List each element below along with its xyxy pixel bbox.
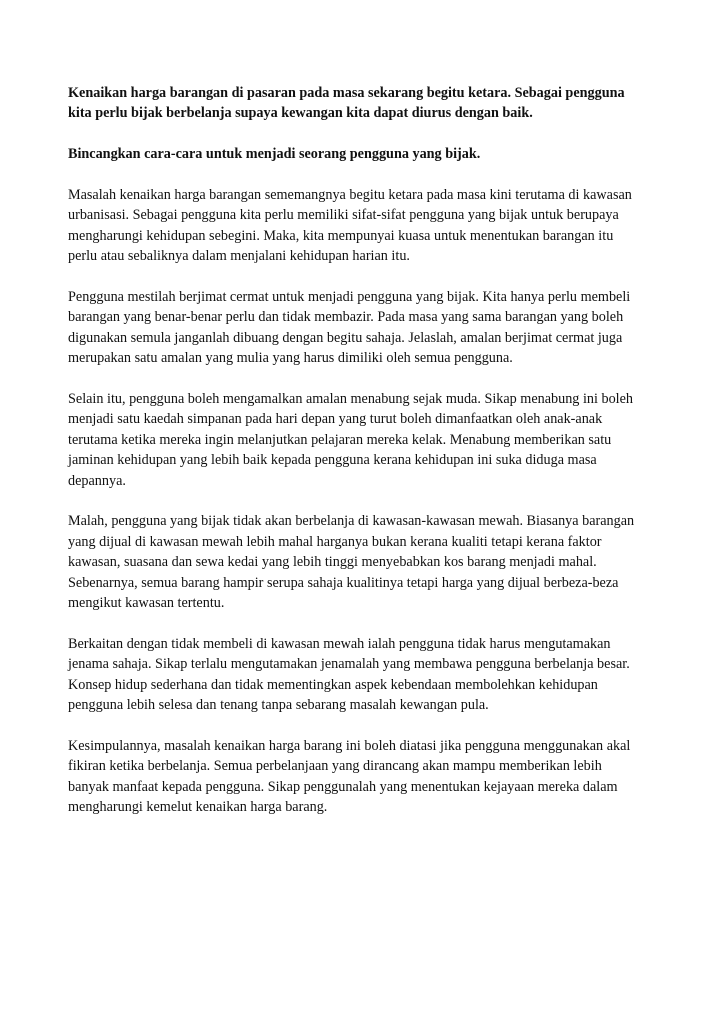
text-line: jenama sahaja. Sikap terlalu mengutamakan jenamalah yang membawa pengguna berbelanja besar. xyxy=(68,656,630,673)
text-line: perlu atau sebaliknya dalam menjalani kehidupan harian itu. xyxy=(68,248,410,265)
text-line: Selain itu, pengguna boleh mengamalkan amalan menabung sejak muda. Sikap menabung ini boleh xyxy=(68,391,633,408)
text-line: fikiran ketika berbelanja. Semua perbelanjaan yang dirancang akan mampu memberikan lebih xyxy=(68,758,602,775)
text-line: pengguna lebih selesa dan tenang tanpa sebarang masalah kewangan pula. xyxy=(68,697,489,714)
question-instruction xyxy=(68,144,668,164)
text-line: digunakan semula janganlah dibuang dengan begitu sahaja. Jelaslah, amalan berjimat cermat juga xyxy=(68,329,623,346)
essay-introduction xyxy=(68,185,668,267)
text-line: terutama ketika mereka ingin melanjutkan pelajaran mereka kelak. Menabung memberikan satu xyxy=(68,431,612,448)
text-line: Sebenarnya, semua barang hampir serupa sahaja kualitinya tetapi harga yang dijual berbeza-beza xyxy=(68,574,619,591)
text-line: mengharungi kemelut kenaikan harga barang. xyxy=(68,799,328,816)
text-line: depannya. xyxy=(68,472,126,489)
text-line: Pengguna mestilah berjimat cermat untuk menjadi pengguna yang bijak. Kita hanya perlu membeli xyxy=(68,289,631,306)
text-line: Bincangkan cara-cara untuk menjadi seorang pengguna yang bijak. xyxy=(68,146,481,163)
text-line: Malah, pengguna yang bijak tidak akan berbelanja di kawasan-kawasan mewah. Biasanya barangan xyxy=(68,513,635,530)
essay-point-jenama xyxy=(68,634,668,716)
text-line: banyak manfaat kepada pengguna. Sikap penggunalah yang menentukan kejayaan mereka dalam xyxy=(68,778,618,795)
text-line: barangan yang benar-benar perlu dan tidak membazir. Pada masa yang sama barangan yang boleh xyxy=(68,309,624,326)
essay-body xyxy=(68,83,668,818)
essay-point-berjimat-cermat xyxy=(68,287,668,369)
essay-conclusion xyxy=(68,736,668,818)
text-line: kita perlu bijak berbelanja supaya kewangan kita dapat diurus dengan baik. xyxy=(68,105,533,122)
text-line: Kesimpulannya, masalah kenaikan harga barang ini boleh diatasi jika pengguna menggunakan akal xyxy=(68,737,631,754)
essay-point-menabung xyxy=(68,389,668,491)
text-line: jaminan kehidupan yang lebih baik kepada pengguna kerana kehidupan ini suka diduga masa xyxy=(68,452,597,469)
text-line: menjadi satu kaedah simpanan pada hari depan yang turut boleh dimanfaatkan oleh anak-anak xyxy=(68,411,603,428)
text-line: merupakan satu amalan yang mulia yang harus dimiliki oleh semua pengguna. xyxy=(68,350,513,367)
text-line: mengikut kawasan tertentu. xyxy=(68,595,225,612)
text-line: Berkaitan dengan tidak membeli di kawasan mewah ialah pengguna tidak harus mengutamakan xyxy=(68,635,611,652)
essay-point-kawasan-mewah xyxy=(68,511,668,613)
question-prompt xyxy=(68,83,668,124)
text-line: Konsep hidup sederhana dan tidak mementingkan aspek kebendaan membolehkan kehidupan xyxy=(68,676,598,693)
text-line: Kenaikan harga barangan di pasaran pada masa sekarang begitu ketara. Sebagai pengguna xyxy=(68,85,625,101)
text-line: kawasan, suasana dan sewa kedai yang lebih tinggi menyebabkan kos barang menjadi mahal. xyxy=(68,554,597,571)
text-line: mengharungi kehidupan sebegini. Maka, kita mempunyai kuasa untuk menentukan barangan itu xyxy=(68,227,614,244)
text-line: Masalah kenaikan harga barangan sememangnya begitu ketara pada masa kini terutama di kawasan xyxy=(68,187,632,203)
text-line: urbanisasi. Sebagai pengguna kita perlu memiliki sifat-sifat pengguna yang bijak untuk berupaya xyxy=(68,207,619,224)
text-line: yang dijual di kawasan mewah lebih mahal harganya bukan kerana kualiti tetapi kerana faktor xyxy=(68,533,602,550)
